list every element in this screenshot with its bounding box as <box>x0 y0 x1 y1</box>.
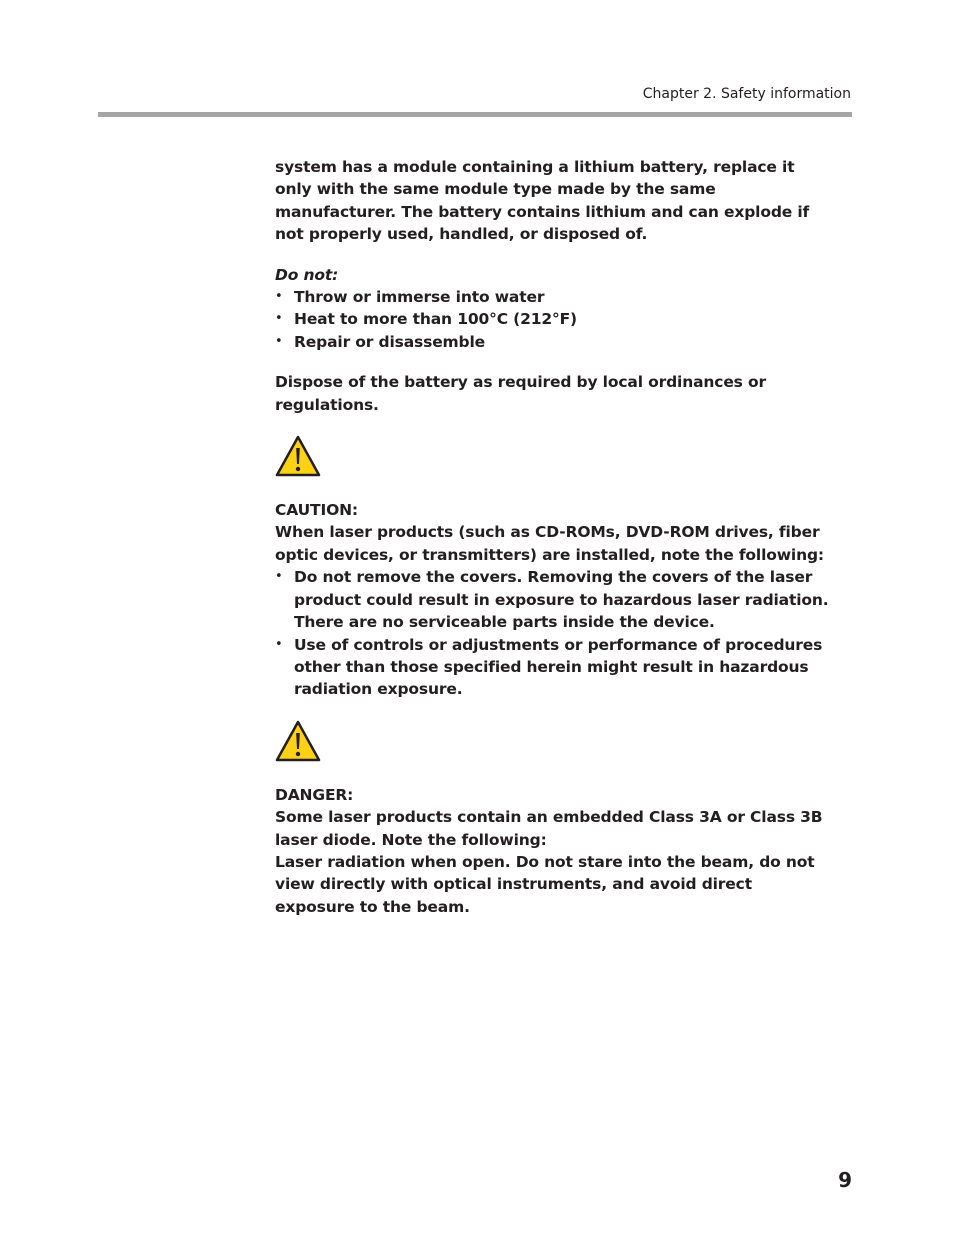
do-not-label: Do not: <box>275 265 339 284</box>
list-item: • Use of controls or adjustments or performance of procedures other than those specified herein might result in hazardous radiation exposure. <box>275 634 845 701</box>
running-header: Chapter 2. Safety information <box>642 86 851 102</box>
list-item: • Throw or immerse into water <box>275 286 855 308</box>
header-rule <box>98 112 852 117</box>
page-content <box>275 156 855 918</box>
battery-paragraph: system has a module containing a lithium battery, replace it only with the same module type made by the same manufacturer. The battery contains lithium and can explode if not properly used, handled, or disposed of. <box>275 158 810 244</box>
danger-label: DANGER: <box>275 785 354 804</box>
caution-label: CAUTION: <box>275 501 358 520</box>
do-not-list <box>275 286 855 353</box>
caution-intro: When laser products (such as CD-ROMs, DVD-ROM drives, fiber optic devices, or transmitters) are installed, note the following: <box>275 523 824 564</box>
list-item: • Repair or disassemble <box>275 331 855 353</box>
list-item: • Do not remove the covers. Removing the covers of the laser product could result in exposure to hazardous laser radiation. There are no serviceable parts inside the device. <box>275 566 845 633</box>
page-number: 9 <box>838 1168 852 1192</box>
dispose-paragraph: Dispose of the battery as required by local ordinances or regulations. <box>275 373 766 414</box>
list-item: • Heat to more than 100°C (212°F) <box>275 308 855 330</box>
caution-list <box>275 566 845 700</box>
warning-triangle-icon <box>275 720 321 762</box>
warning-triangle-icon <box>275 435 321 477</box>
danger-body: Laser radiation when open. Do not stare into the beam, do not view directly with optical instruments, and avoid direct exposure to the beam. <box>275 852 815 916</box>
danger-intro: Some laser products contain an embedded Class 3A or Class 3B laser diode. Note the following: <box>275 808 823 849</box>
